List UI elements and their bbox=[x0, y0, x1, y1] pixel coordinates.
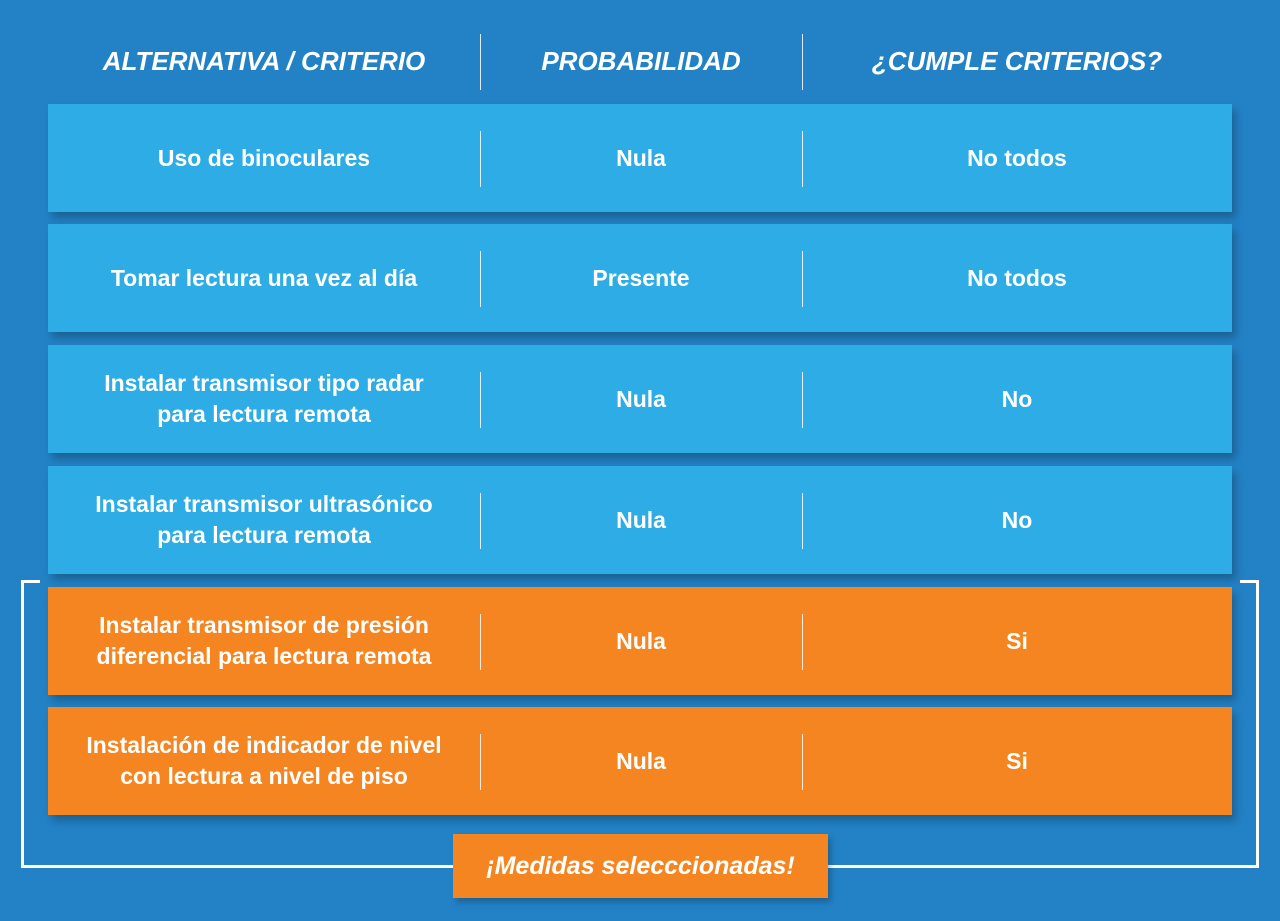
row-divider bbox=[802, 614, 803, 670]
probability-cell: Nula bbox=[616, 144, 666, 171]
table-row bbox=[48, 104, 1232, 212]
row-divider bbox=[480, 131, 481, 187]
selected-measures-badge: ¡Medidas selecccionadas! bbox=[453, 834, 828, 898]
alternative-cell: Instalación de indicador de nivel con lectura a nivel de piso bbox=[86, 732, 442, 789]
row-divider bbox=[802, 251, 803, 307]
table-row-selected bbox=[48, 707, 1232, 815]
header-meets-criteria: ¿CUMPLE CRITERIOS? bbox=[871, 45, 1163, 76]
row-divider bbox=[480, 614, 481, 670]
row-divider bbox=[480, 493, 481, 549]
header-divider-2 bbox=[802, 34, 803, 90]
row-divider bbox=[802, 734, 803, 790]
header-alternative: ALTERNATIVA / CRITERIO bbox=[102, 45, 426, 76]
header-probability: PROBABILIDAD bbox=[541, 45, 741, 76]
alternative-cell: Instalar transmisor tipo radar para lectura remota bbox=[104, 370, 424, 427]
meets-criteria-cell: No todos bbox=[967, 264, 1067, 291]
alternative-cell: Instalar transmisor ultrasónico para lectura remota bbox=[95, 491, 433, 548]
alternative-cell: Uso de binoculares bbox=[157, 144, 371, 171]
bracket-tick-left bbox=[21, 580, 40, 583]
header-divider-1 bbox=[480, 34, 481, 90]
alternative-cell: Tomar lectura una vez al día bbox=[110, 264, 418, 291]
row-divider bbox=[802, 131, 803, 187]
probability-cell: Nula bbox=[616, 385, 666, 412]
row-divider bbox=[802, 372, 803, 428]
table-row bbox=[48, 345, 1232, 453]
row-divider bbox=[802, 493, 803, 549]
meets-criteria-cell: No todos bbox=[967, 144, 1067, 171]
meets-criteria-cell: No bbox=[1001, 506, 1033, 533]
probability-cell: Nula bbox=[616, 747, 666, 774]
bracket-tick-right bbox=[1240, 580, 1259, 583]
probability-cell: Presente bbox=[592, 264, 690, 291]
probability-cell: Nula bbox=[616, 627, 666, 654]
meets-criteria-cell: No bbox=[1001, 385, 1033, 412]
probability-cell: Nula bbox=[616, 506, 666, 533]
table-row-selected bbox=[48, 587, 1232, 695]
table-header bbox=[48, 30, 1232, 92]
row-divider bbox=[480, 251, 481, 307]
meets-criteria-cell: Si bbox=[1006, 747, 1028, 774]
table-row bbox=[48, 224, 1232, 332]
row-divider bbox=[480, 734, 481, 790]
meets-criteria-cell: Si bbox=[1006, 627, 1028, 654]
alternative-cell: Instalar transmisor de presión diferencial para lectura remota bbox=[96, 612, 432, 669]
table-row bbox=[48, 466, 1232, 574]
row-divider bbox=[480, 372, 481, 428]
